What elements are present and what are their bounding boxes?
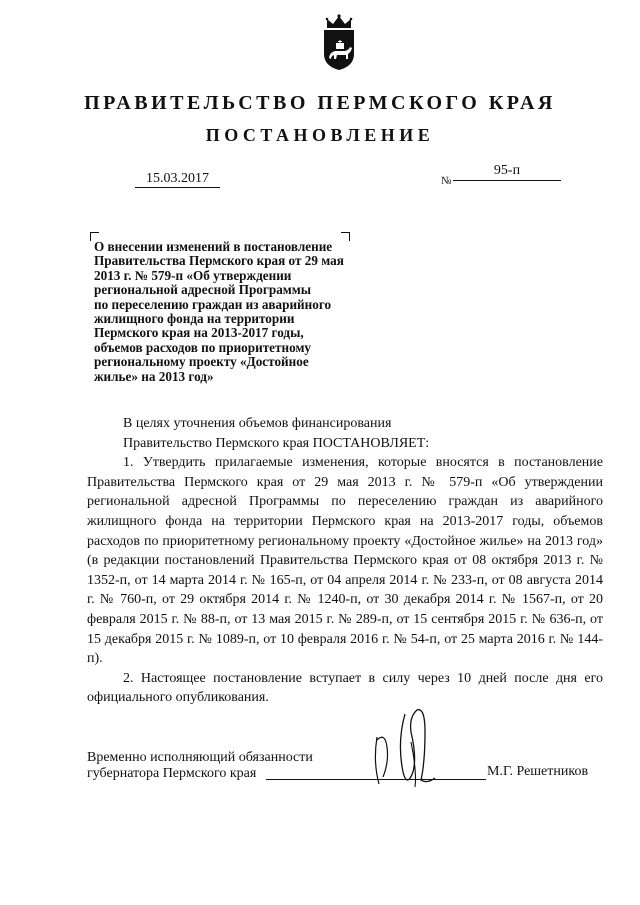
document-subject: О внесении изменений в постановление Правительства Пермского края от 29 мая 2013 г. № 579-п «Об утверждении региональной адресной Программы по переселению граждан из аварийного жилищного фонда на территории Пермского края на 2013-2017 годы, объемов расходов по приоритетному региональному проекту «Достойное жилье» на 2013 год» — [94, 239, 344, 384]
document-number: 95-п — [453, 164, 561, 181]
perm-krai-coat-of-arms-icon — [318, 14, 360, 72]
number-sign: № — [441, 175, 452, 187]
item-1-paragraph: 1. Утвердить прилагаемые изменения, которые вносятся в постановление Правительства Пермского края от 29 мая 2013 г. № 579-п «Об утверждении региональной адресной Программы по переселению граждан из аварийного жилищного фонда на территории Пермского края на 2013-2017 годы, объемов расходов по приоритетному региональному проекту «Достойное жилье» на 2013 год» (в редакции постановлений Правительства Пермского края от 08 октября 2013 г. № 1352-п, от 14 марта 2014 г. № 165-п, от 04 апреля 2014 г. № 233-п, от 08 августа 2014 г. № 760-п, от 29 октября 2014 г. № 1240-п, от 30 декабря 2014 г. № 1567-п, от 20 февраля 2015 г. № 88-п, от 13 мая 2015 г. № 289-п, от 15 сентября 2015 г. № 636-п, от 15 декабря 2015 г. № 1089-п, от 10 февраля 2016 г. № 54-п, от 25 марта 2016 г. № 144-п). — [87, 455, 603, 667]
item-2-paragraph: 2. Настоящее постановление вступает в силу через 10 дней после дня его официального опубликования. — [87, 670, 603, 706]
document-body — [87, 414, 603, 708]
signatory-name: М.Г. Решетников — [487, 764, 589, 779]
handwritten-signature — [355, 702, 485, 792]
document-type: ПОСТАНОВЛЕНИЕ — [205, 125, 435, 145]
signatory-position: Временно исполняющий обязанности губернатора Пермского края — [87, 750, 313, 781]
government-name: ПРАВИТЕЛЬСТВО ПЕРМСКОГО КРАЯ — [84, 92, 556, 114]
intro-line-1: В целях уточнения объемов финансирования — [123, 416, 392, 431]
intro-line-2: Правительство Пермского края ПОСТАНОВЛЯЕТ: — [123, 435, 430, 451]
document-date: 15.03.2017 — [135, 172, 220, 188]
